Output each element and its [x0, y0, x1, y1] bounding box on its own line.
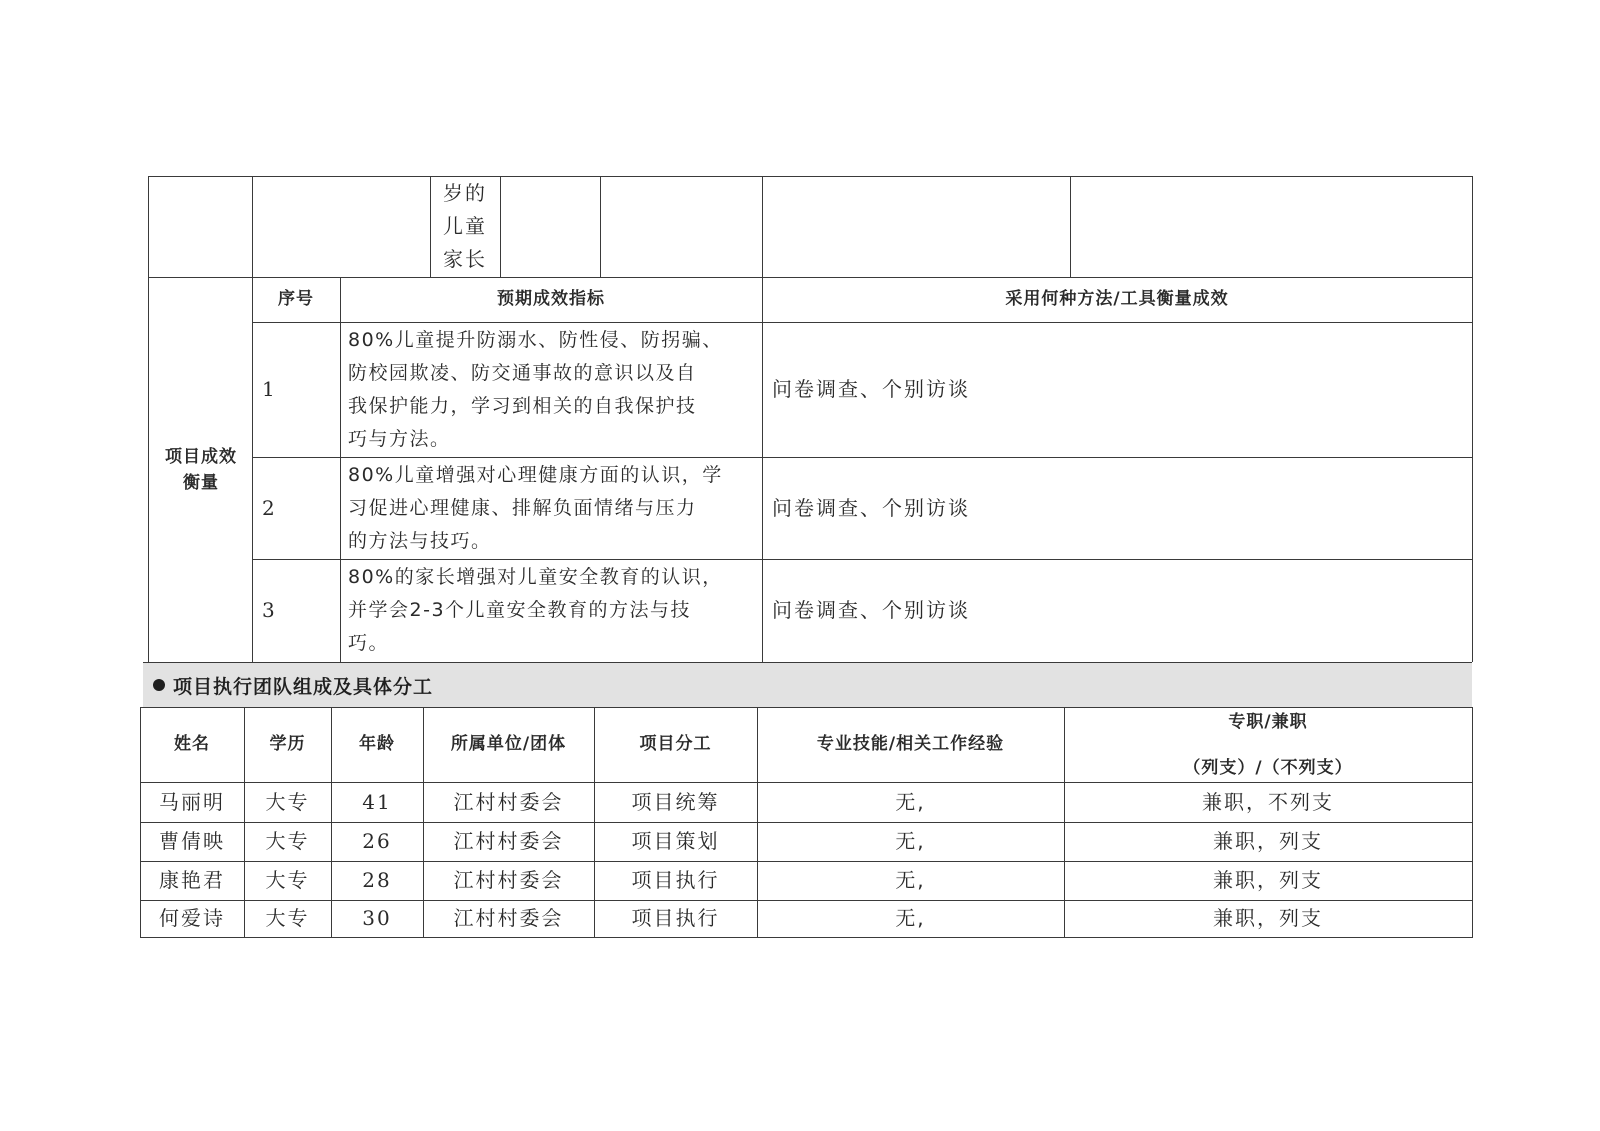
rule	[252, 277, 253, 662]
employment-header-top: 专职/兼职	[1228, 711, 1308, 732]
team-row-unit: 江村村委会	[453, 906, 564, 930]
rule	[252, 176, 253, 277]
bullet-icon	[153, 679, 165, 691]
skills-header: 专业技能/相关工作经验	[816, 734, 1005, 754]
outcome-row-method: 问卷调查、个别访谈	[772, 598, 970, 622]
team-row-age: 41	[362, 789, 392, 814]
education-header: 学历	[269, 734, 306, 754]
team-row-unit: 江村村委会	[453, 789, 564, 814]
team-row-employment: 兼职，列支	[1213, 829, 1323, 853]
team-row-role: 项目执行	[631, 868, 720, 892]
rule	[500, 176, 501, 277]
name-header: 姓名	[174, 734, 210, 754]
team-row-name: 何爱诗	[159, 906, 225, 930]
team-row-age: 28	[362, 868, 392, 892]
outcome-row-indicator: 80%的家长增强对儿童安全教育的认识， 并学会2-3个儿童安全教育的方法与技 巧。	[348, 566, 723, 654]
outcome-row-method: 问卷调查、个别访谈	[772, 377, 970, 401]
team-row-skills: 无,	[895, 829, 926, 853]
team-row-role: 项目执行	[631, 906, 720, 930]
team-row-skills: 无,	[895, 789, 926, 814]
rule	[140, 937, 1472, 938]
team-row-name: 马丽明	[159, 789, 225, 814]
team-row-employment: 兼职，不列支	[1202, 789, 1334, 814]
outcome-row-seq: 3	[262, 598, 277, 622]
team-row-role: 项目策划	[631, 829, 720, 853]
team-row-skills: 无,	[895, 906, 926, 930]
rule	[762, 277, 763, 662]
age-header: 年龄	[359, 734, 395, 754]
team-section-title-text: 项目执行团队组成及具体分工	[173, 675, 434, 698]
team-row-age: 26	[362, 829, 392, 853]
employment-header-bottom: （列支）/（不列支）	[1183, 757, 1353, 778]
team-row-unit: 江村村委会	[453, 829, 564, 853]
rule	[1472, 176, 1473, 662]
team-row-education: 大专	[265, 789, 310, 814]
team-row-employment: 兼职，列支	[1213, 906, 1323, 930]
rule	[1472, 707, 1473, 938]
outcome-section-label: 项目成效 衡量	[165, 446, 237, 493]
team-row-role: 项目统筹	[631, 789, 720, 814]
outcome-row-indicator: 80%儿童提升防溺水、防性侵、防拐骗、 防校园欺凌、防交通事故的意识以及自 我保护能力，学习到相关的自我保护技 巧与方法。	[348, 328, 723, 450]
rule	[340, 277, 341, 662]
rule	[600, 176, 601, 277]
team-row-unit: 江村村委会	[453, 868, 564, 892]
rule	[762, 176, 763, 277]
outcome-row-indicator: 80%儿童增强对心理健康方面的认识，学 习促进心理健康、排解负面情绪与压力 的方法与技巧。	[348, 463, 723, 552]
seq-header: 序号	[278, 289, 314, 309]
outcome-row-seq: 2	[262, 495, 277, 520]
unit-header: 所属单位/团体	[450, 734, 567, 754]
rule	[148, 176, 1472, 177]
indicator-header: 预期成效指标	[497, 289, 605, 309]
team-row-education: 大专	[265, 906, 310, 930]
outcome-row-method: 问卷调查、个别访谈	[772, 495, 970, 520]
team-row-skills: 无,	[895, 868, 926, 892]
team-row-education: 大专	[265, 868, 310, 892]
rule	[1070, 176, 1071, 277]
team-row-age: 30	[362, 906, 392, 930]
team-row-employment: 兼职，列支	[1213, 868, 1323, 892]
role-header: 项目分工	[639, 734, 712, 754]
team-row-name: 曹倩映	[159, 829, 225, 853]
team-row-education: 大专	[265, 829, 310, 853]
outcome-row-seq: 1	[262, 377, 277, 401]
team-row-name: 康艳君	[159, 868, 225, 892]
target-audience-cell: 岁的 儿童 家长	[443, 181, 487, 271]
method-header: 采用何种方法/工具衡量成效	[1005, 289, 1229, 309]
team-section-title	[153, 663, 433, 707]
